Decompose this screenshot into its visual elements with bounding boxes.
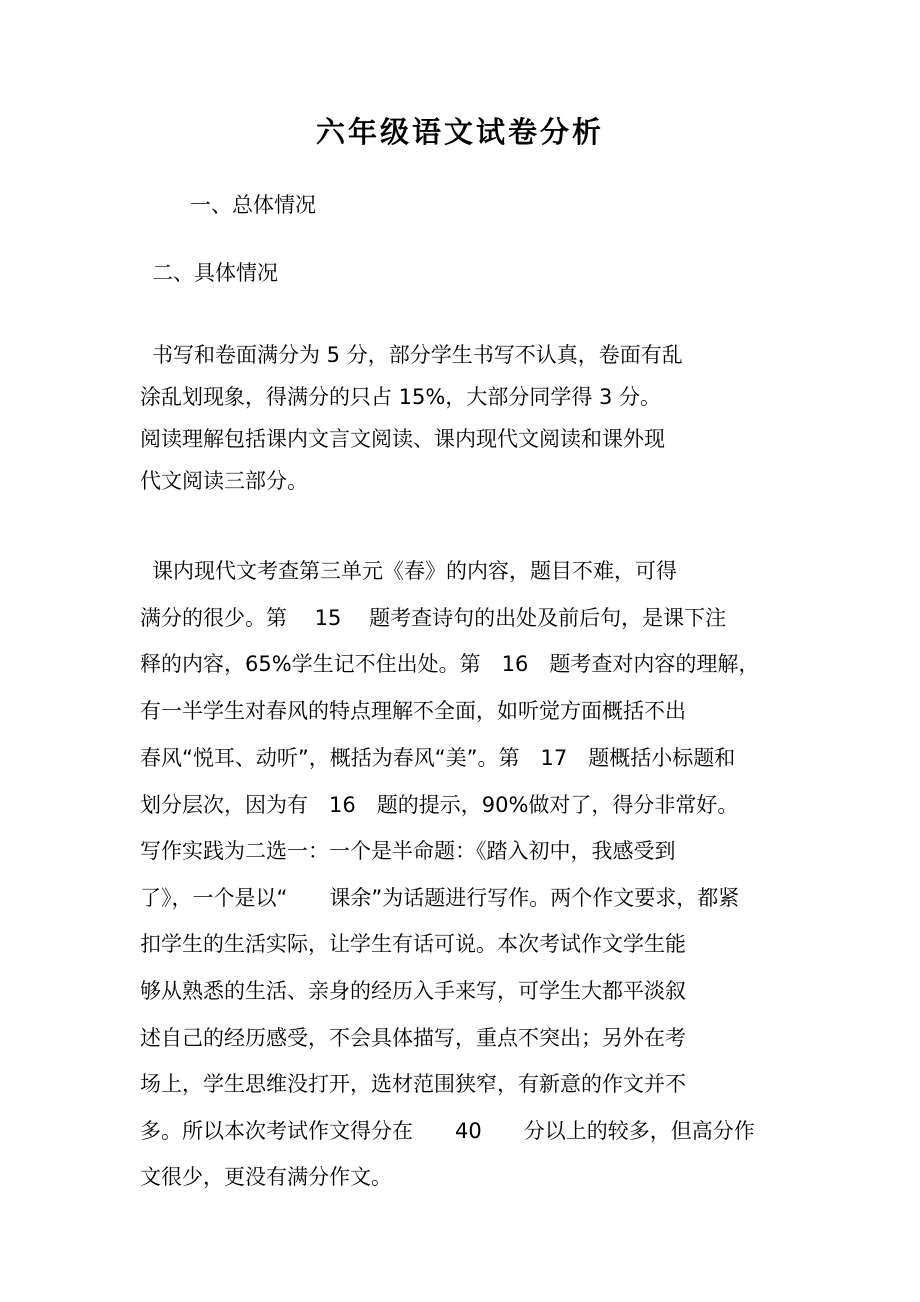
paragraph-line: 课内现代文考查第三单元《春》的内容，题目不难，可得 xyxy=(152,559,677,583)
paragraph-line: 文很少，更没有满分作文。 xyxy=(140,1165,392,1189)
paragraph-line: 了》，一个是以“ 课余”为话题进行写作。两个作文要求，都紧 xyxy=(140,886,740,910)
paragraph-line: 场上，学生思维没打开，选材范围狭窄，有新意的作文并不 xyxy=(140,1072,686,1096)
paragraph-line: 春风“悦耳、动听”，概括为春风“美”。第 17 题概括小标题和 xyxy=(140,746,736,770)
heading-specific: 二、具体情况 xyxy=(152,261,278,285)
heading-overall: 一、总体情况 xyxy=(190,193,316,217)
paragraph-line: 够从熟悉的生活、亲身的经历入手来写，可学生大都平淡叙 xyxy=(140,979,686,1003)
paragraph-line: 释的内容，65%学生记不住出处。第 16 题考查对内容的理解， xyxy=(140,652,760,676)
paragraph-line: 阅读理解包括课内文言文阅读、课内现代文阅读和课外现 xyxy=(140,427,665,451)
document-title: 六年级语文试卷分析 xyxy=(315,115,604,149)
paragraph-line: 书写和卷面满分为 5 分，部分学生书写不认真，卷面有乱 xyxy=(152,343,683,367)
paragraph-line: 划分层次，因为有 16 题的提示，90%做对了，得分非常好。 xyxy=(140,793,739,817)
paragraph-line: 满分的很少。第 15 题考查诗句的出处及前后句，是课下注 xyxy=(140,606,727,630)
paragraph-line: 有一半学生对春风的特点理解不全面，如听觉方面概括不出 xyxy=(140,699,686,723)
paragraph-line: 代文阅读三部分。 xyxy=(140,469,308,493)
paragraph-line: 扣学生的生活实际，让学生有话可说。本次考试作文学生能 xyxy=(140,932,686,956)
paragraph-line: 述自己的经历感受，不会具体描写，重点不突出；另外在考 xyxy=(140,1026,686,1050)
paragraph-line: 多。所以本次考试作文得分在 40 分以上的较多，但高分作 xyxy=(140,1119,755,1143)
paragraph-line: 写作实践为二选一：一个是半命题：《踏入初中，我感受到 xyxy=(140,839,676,863)
paragraph-line: 涂乱划现象，得满分的只占 15%，大部分同学得 3 分。 xyxy=(140,385,662,409)
